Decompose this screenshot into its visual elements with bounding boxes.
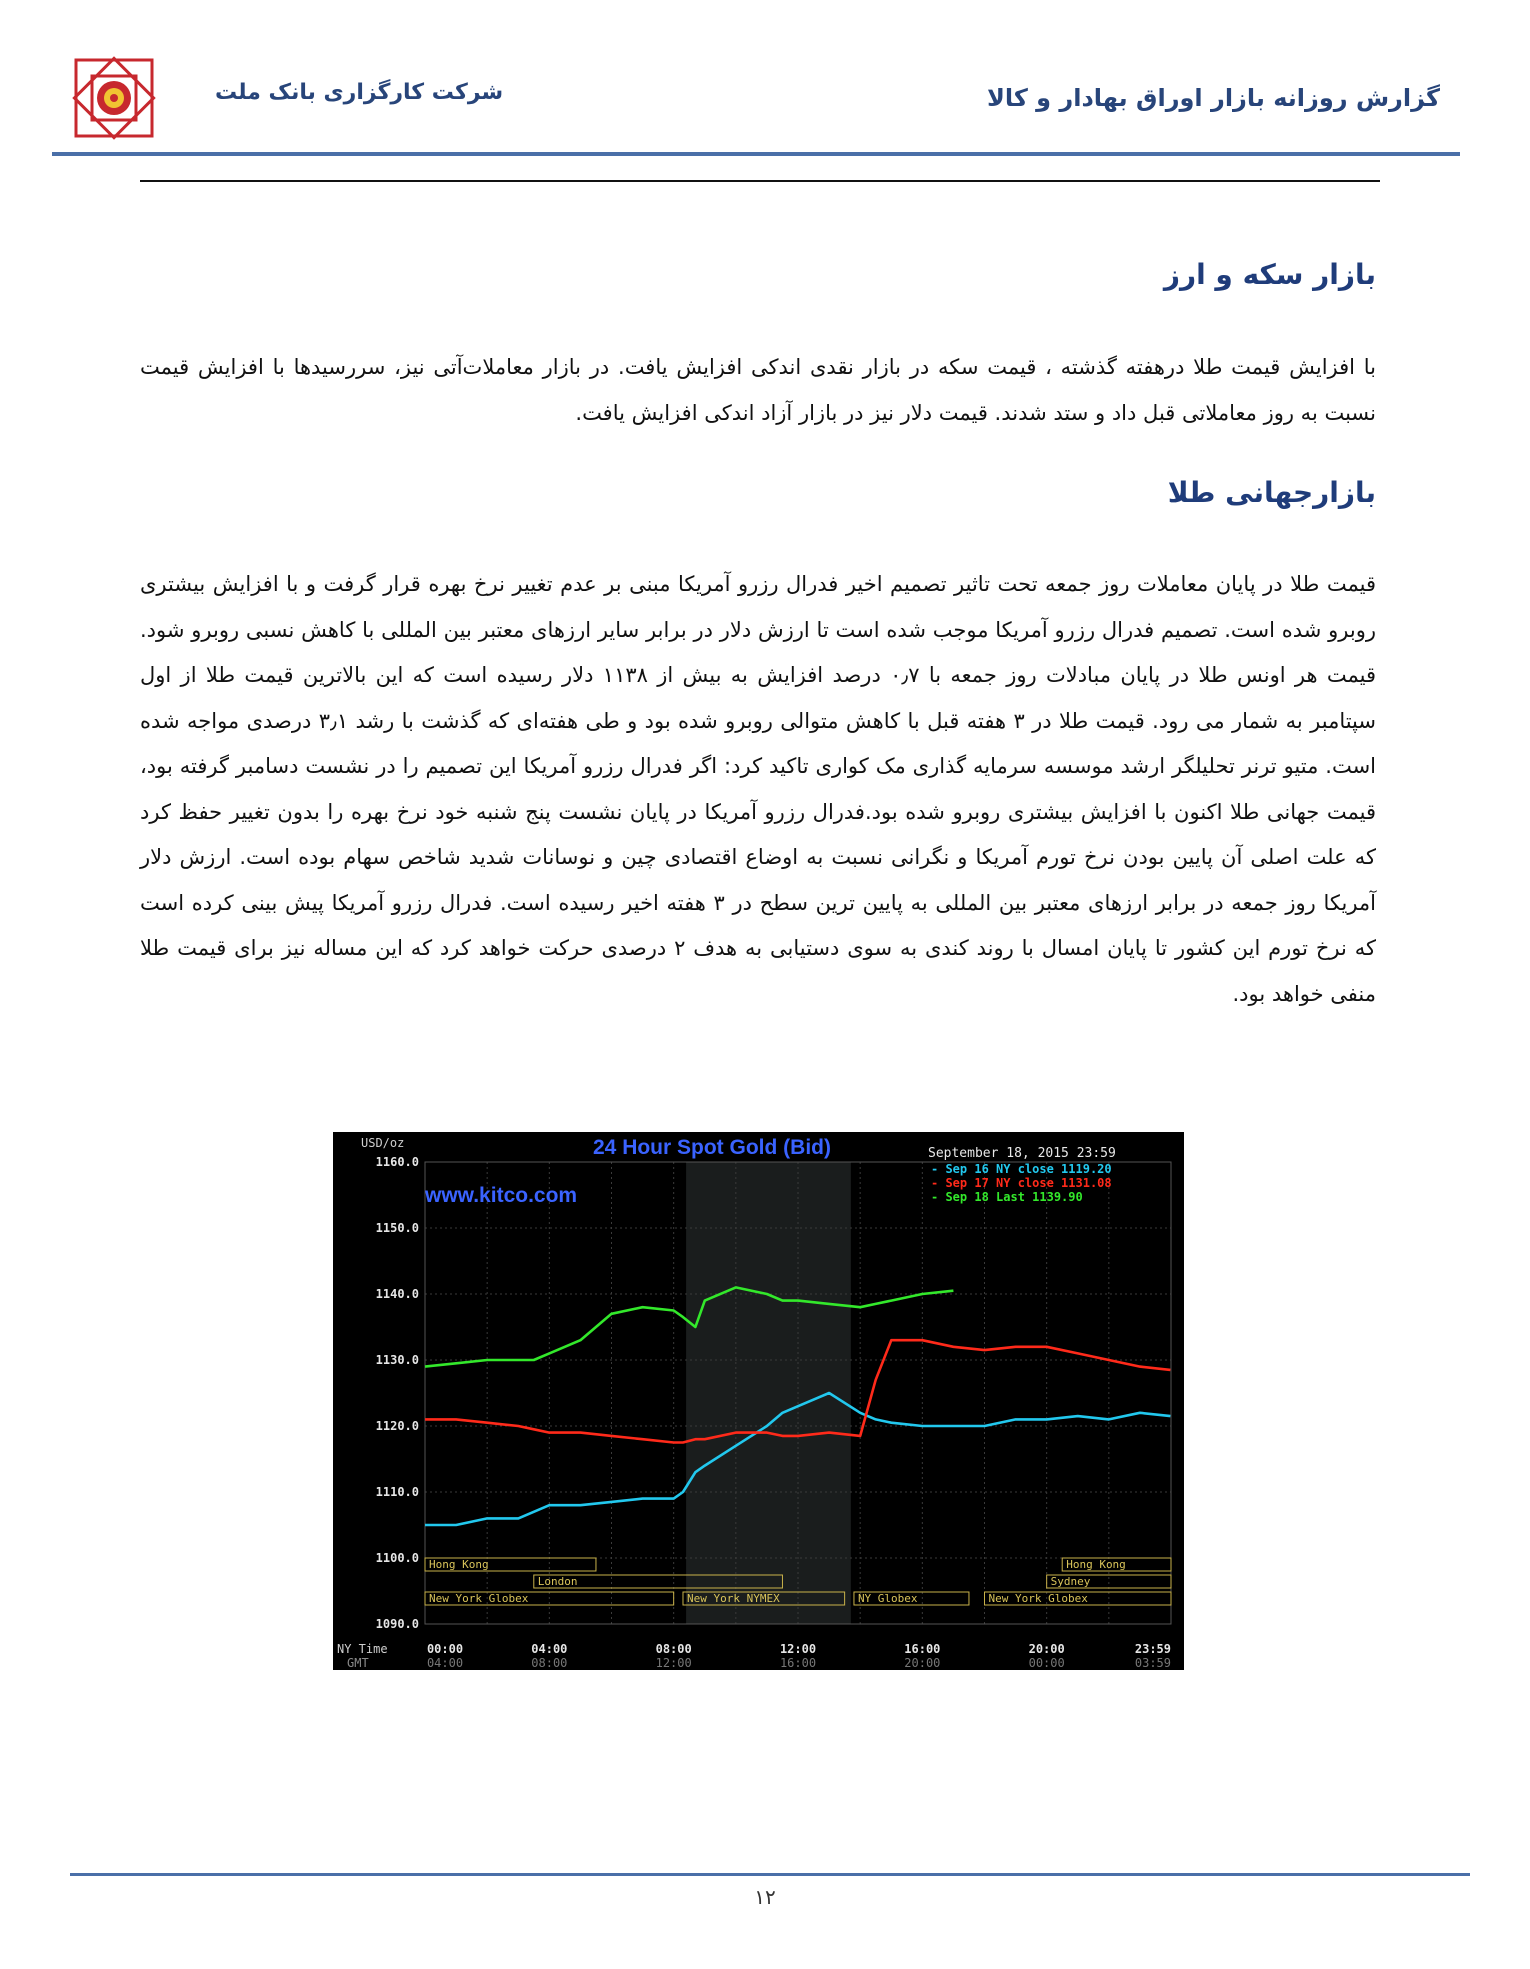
x-tick-label: 20:00 (1028, 1642, 1065, 1656)
session-label: NY Globex (857, 1592, 918, 1605)
session-label: London (537, 1575, 578, 1588)
page-header (0, 0, 1530, 160)
chart-watermark: www.kitco.com (425, 1184, 578, 1207)
bank-mellat-logo-icon (64, 48, 164, 148)
company-name: شرکت کارگزاری بانک ملت (215, 80, 504, 105)
y-tick-label: 1120.0 (375, 1419, 419, 1433)
chart-title: 24 Hour Spot Gold (Bid) (593, 1136, 831, 1159)
x-tick-label: 16:00 (904, 1642, 941, 1656)
ny-time-row-label: NY Time (337, 1642, 388, 1656)
footer-divider (70, 1873, 1470, 1876)
content-divider (140, 180, 1380, 182)
legend-entry: - Sep 16 NY close 1119.20 (931, 1162, 1112, 1176)
x-tick-label: 12:00 (779, 1642, 817, 1656)
header-divider (52, 152, 1460, 156)
page-number: ۱۲ (754, 1885, 776, 1909)
gmt-tick-label: 08:00 (531, 1656, 568, 1670)
session-label: New York Globex (429, 1592, 529, 1605)
x-tick-label: 08:00 (655, 1642, 692, 1656)
gmt-tick-label: 16:00 (779, 1656, 817, 1670)
chart-date-label: September 18, 2015 23:59 (928, 1146, 1116, 1161)
section-paragraph-global-gold: قیمت طلا در پایان معاملات روز جمعه تحت تاثیر تصمیم اخیر فدرال رزرو آمریکا مبنی بر عدم تغییر نرخ بهره قرار گرفت و با افزایش بیشتری روبرو شده است. تصمیم فدرال رزرو آمریکا موجب شده است تا ارزش دلار در برابر سایر ارزهای معتبر بین المللی با کاهش نسبی روبرو شود. قیمت هر اونس طلا در پایان مبادلات روز جمعه با ۰٫۷ درصد افزایش به بیش از ۱۱۳۸ دلار رسیده است که این بالاترین قیمت طلا از اول سپتامبر به شمار می رود. قیمت طلا در ۳ هفته قبل با کاهش متوالی روبرو شده بود و طی هفته‌ای که گذشت با رشد ۳٫۱ درصدی مواجه شده است. متیو ترنر تحلیلگر ارشد موسسه سرمایه گذاری مک کواری تاکید کرد: اگر فدرال رزرو آمریکا این تصمیم را در نشست دسامبر گرفته بود، قیمت جهانی طلا اکنون با افزایش بیشتری روبرو شده بود.فدرال رزرو آمریکا در پایان نشست پنج شنبه خود نرخ بهره را بدون تغییر حفظ کرد که علت اصلی آن پایین بودن نرخ تورم آمریکا و نگرانی نسبت به اوضاع اقتصادی چین و نوسانات شدید شاخص سهام بوده است. ارزش دلار آمریکا روز جمعه در برابر ارزهای معتبر بین المللی به پایین ترین سطح در ۳ هفته اخیر رسیده است. فدرال رزرو آمریکا پیش بینی کرده است که نرخ تورم این کشور تا پایان امسال با روند کندی به سوی دستیابی به هدف ۲ درصدی حرکت خواهد کرد که این مساله نیز برای قیمت طلا منفی خواهد بود. (140, 572, 1376, 1006)
gmt-tick-label: 20:00 (904, 1656, 941, 1670)
session-label: New York NYMEX (686, 1592, 780, 1605)
session-label: Sydney (1050, 1575, 1091, 1588)
y-axis-unit-label: USD/oz (361, 1136, 405, 1150)
legend-entry: - Sep 18 Last 1139.90 (931, 1190, 1083, 1204)
y-tick-label: 1150.0 (375, 1221, 419, 1235)
legend-entry: - Sep 17 NY close 1131.08 (931, 1176, 1112, 1190)
gold-price-chart (333, 1132, 1184, 1670)
section-paragraph-coin-currency: با افزایش قیمت طلا درهفته گذشته ، قیمت سکه در بازار نقدی اندکی افزایش یافت. در بازار معاملات‌آتی نیز، سررسیدها با افزایش قیمت نسبت به روز معاملاتی قبل داد و ستد شدند. قیمت دلار نیز در بازار آزاد اندکی افزایش یافت. (140, 355, 1376, 425)
gmt-tick-label: 12:00 (655, 1656, 692, 1670)
section-heading-global-gold: بازارجهانی طلا (1167, 476, 1376, 509)
section-heading-coin-currency: بازار سکه و ارز (1163, 258, 1376, 291)
report-title: گزارش روزانه بازار اوراق بهادار و کالا (986, 84, 1440, 112)
y-tick-label: 1130.0 (375, 1353, 419, 1367)
gmt-tick-label: 03:59 (1134, 1656, 1171, 1670)
gmt-tick-label: 00:00 (1028, 1656, 1065, 1670)
gmt-tick-label: 04:00 (426, 1656, 464, 1670)
session-label: Hong Kong (1066, 1558, 1126, 1571)
gold-chart-svg (333, 1132, 1184, 1670)
y-tick-label: 1160.0 (375, 1155, 419, 1169)
y-tick-label: 1110.0 (375, 1485, 419, 1499)
x-axis-ticks (427, 1642, 1171, 1670)
gmt-row-label: GMT (347, 1656, 369, 1670)
x-tick-label: 04:00 (531, 1642, 568, 1656)
y-tick-label: 1140.0 (375, 1287, 419, 1301)
y-tick-label: 1100.0 (375, 1551, 419, 1565)
session-label: Hong Kong (429, 1558, 489, 1571)
y-tick-label: 1090.0 (375, 1617, 419, 1631)
x-tick-label: 23:59 (1134, 1642, 1171, 1656)
session-label: New York Globex (988, 1592, 1088, 1605)
x-tick-label: 00:00 (426, 1642, 464, 1656)
